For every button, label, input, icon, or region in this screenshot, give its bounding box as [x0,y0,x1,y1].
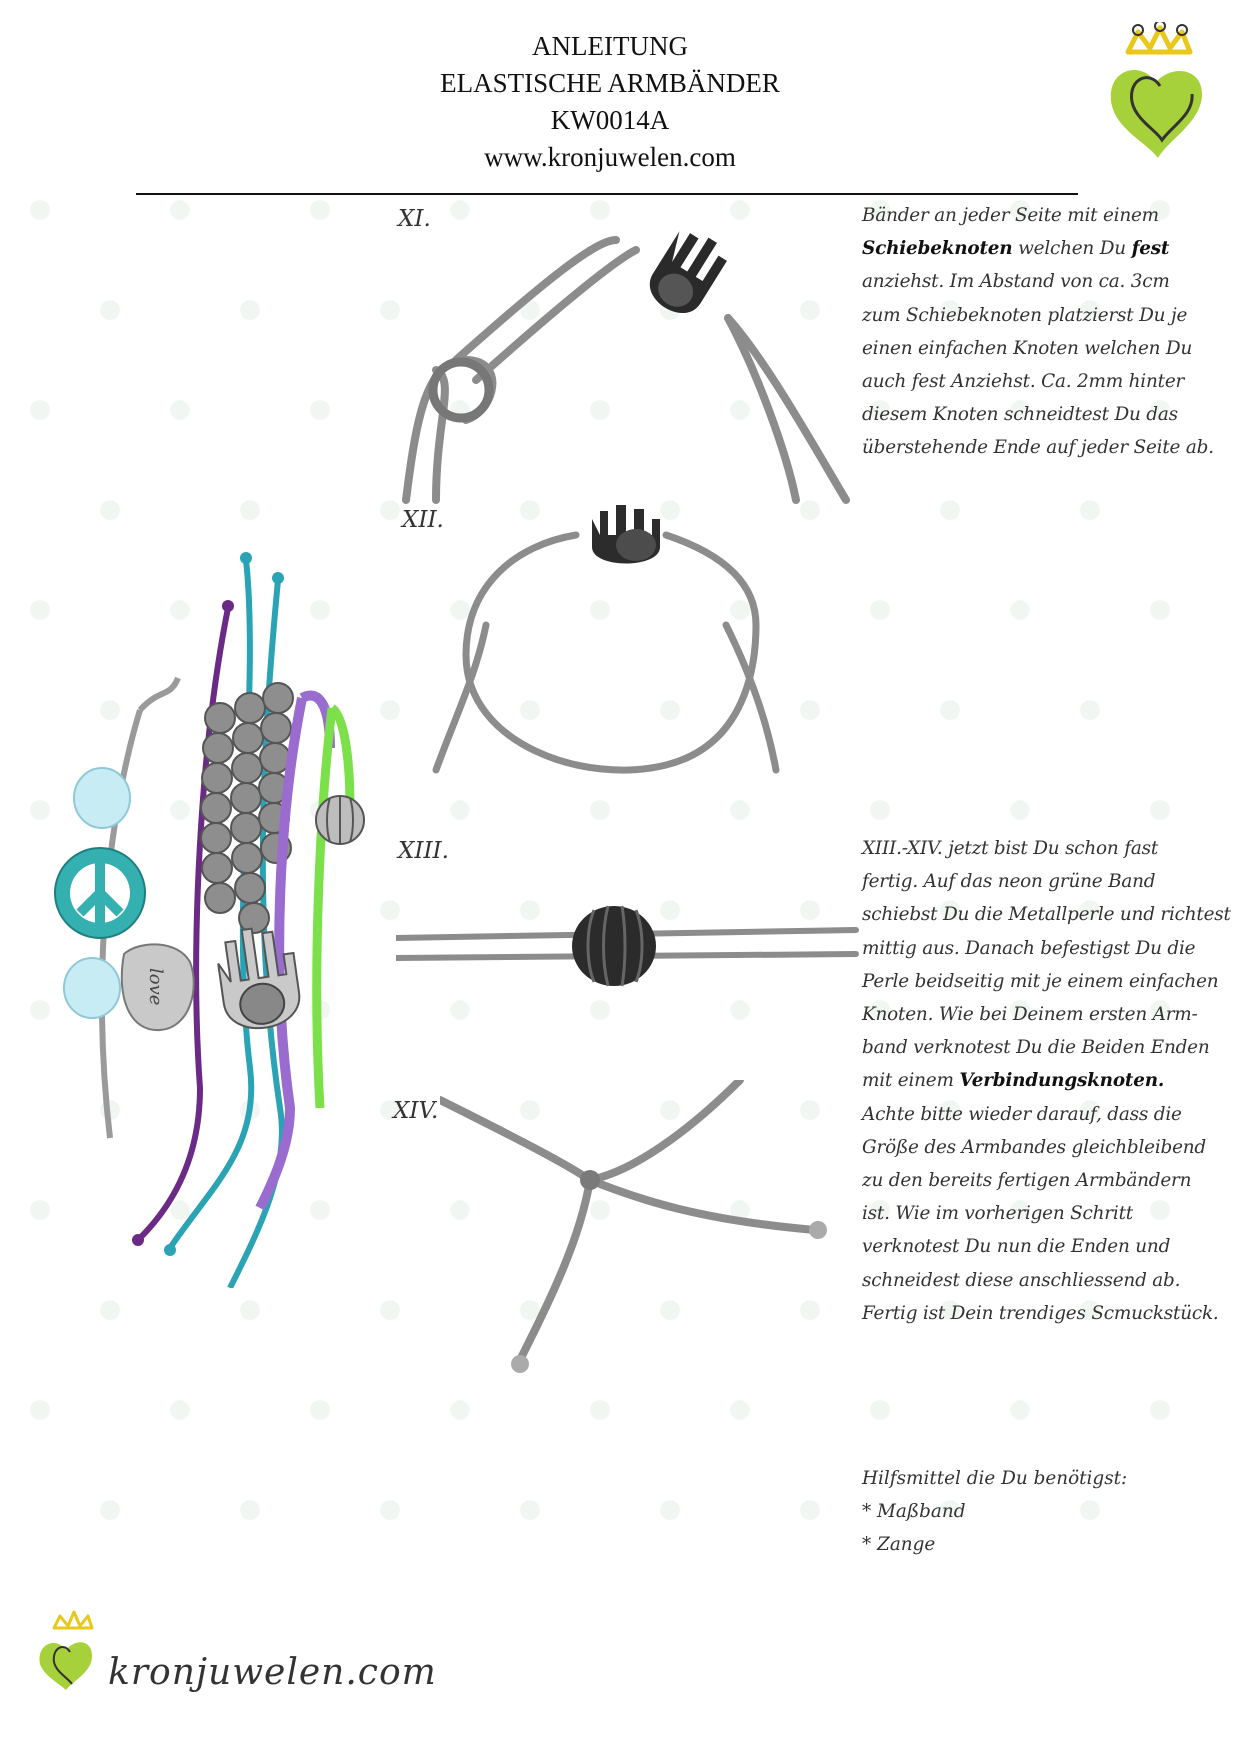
text1-line2-rest: welchen Du [1012,238,1132,260]
footer-crown-heart-icon [30,1610,110,1690]
text2-line12: ist. Wie im vorherigen Schritt [862,1203,1133,1225]
footer-logo-text: kronjuwelen.com [108,1652,437,1693]
header-subtitle: ELASTISCHE ARMBÄNDER [440,68,780,98]
footer-logo [30,1608,437,1728]
text1-line7: diesem Knoten schneidtest Du das [862,404,1178,426]
figure-step-xiv [440,1080,850,1380]
text2-line15: Fertig ist Dein trendiges Scmuckstück. [862,1302,1219,1324]
text2-line13: verknotest Du nun die Enden und [862,1236,1171,1258]
text2-bold-verbindungsknoten: Verbindungsknoten. [959,1070,1165,1092]
text1-line5: einen einfachen Knoten welchen Du [862,337,1193,359]
text2-line6: Knoten. Wie bei Deinem ersten Arm- [862,1004,1198,1026]
text1-line4: zum Schiebeknoten platzierst Du je [862,304,1188,326]
text1-line3: anziehst. Im Abstand von ca. 3cm [862,271,1170,293]
text2-line7: band verknotest Du die Beiden Enden [862,1037,1210,1059]
text2-line1: XIII.-XIV. jetzt bist Du schon fast [862,838,1159,859]
header-article-number: KW0014A [550,105,670,135]
figure-step-xi [396,220,866,510]
text2-line5: Perle beidseitig mit je einem einfachen [862,970,1219,992]
step-label-xiii: XIII. [398,838,449,864]
step-label-xiv: XIV. [393,1098,439,1124]
crown-heart-logo-icon [1098,22,1214,162]
text1-line1: Bänder an jeder Seite mit einem [862,205,1159,226]
text1-bold-schiebeknoten: Schiebeknoten [862,238,1013,260]
love-charm-text: love [145,968,166,1006]
text1-bold-fest: fest [1131,238,1170,260]
text2-line8 [862,1064,1232,1097]
text2-line8-pre: mit einem [862,1070,960,1092]
header-website: www.kronjuwelen.com [484,142,736,172]
text1-line2 [862,232,1232,265]
text2-line2: fertig. Auf das neon grüne Band [862,871,1156,893]
step-label-xii: XII. [402,507,444,533]
bracelet-stack-photo [50,548,390,1288]
document-header [0,28,1220,176]
header-title: ANLEITUNG [532,31,688,61]
text1-line6: auch fest Anziehst. Ca. 2mm hinter [862,371,1185,393]
text2-line3: schiebst Du die Metallperle und richtest [862,904,1231,926]
tools-item-zange: * Zange [862,1534,936,1555]
tools-item-massband: * Maßband [862,1501,966,1522]
instruction-text-xiii-xiv [862,832,1232,1330]
text2-line14: schneidest diese anschliessend ab. [862,1269,1181,1291]
figure-step-xii [426,495,846,795]
tools-title: Hilfsmittel die Du benötigst: [862,1468,1128,1489]
text2-line4: mittig aus. Danach befestigst Du die [862,937,1196,959]
step-label-xi: XI. [398,206,431,232]
instruction-text-xi [862,199,1232,465]
header-divider [136,193,1078,195]
tools-list [862,1462,1202,1561]
text2-line11: zu den bereits fertigen Armbändern [862,1170,1192,1192]
figure-step-xiii [396,890,866,1000]
text2-line9: Achte bitte wieder darauf, dass die [862,1103,1182,1125]
text2-line10: Größe des Armbandes gleichbleibend [862,1136,1206,1158]
text1-line8: überstehende Ende auf jeder Seite ab. [862,437,1214,459]
